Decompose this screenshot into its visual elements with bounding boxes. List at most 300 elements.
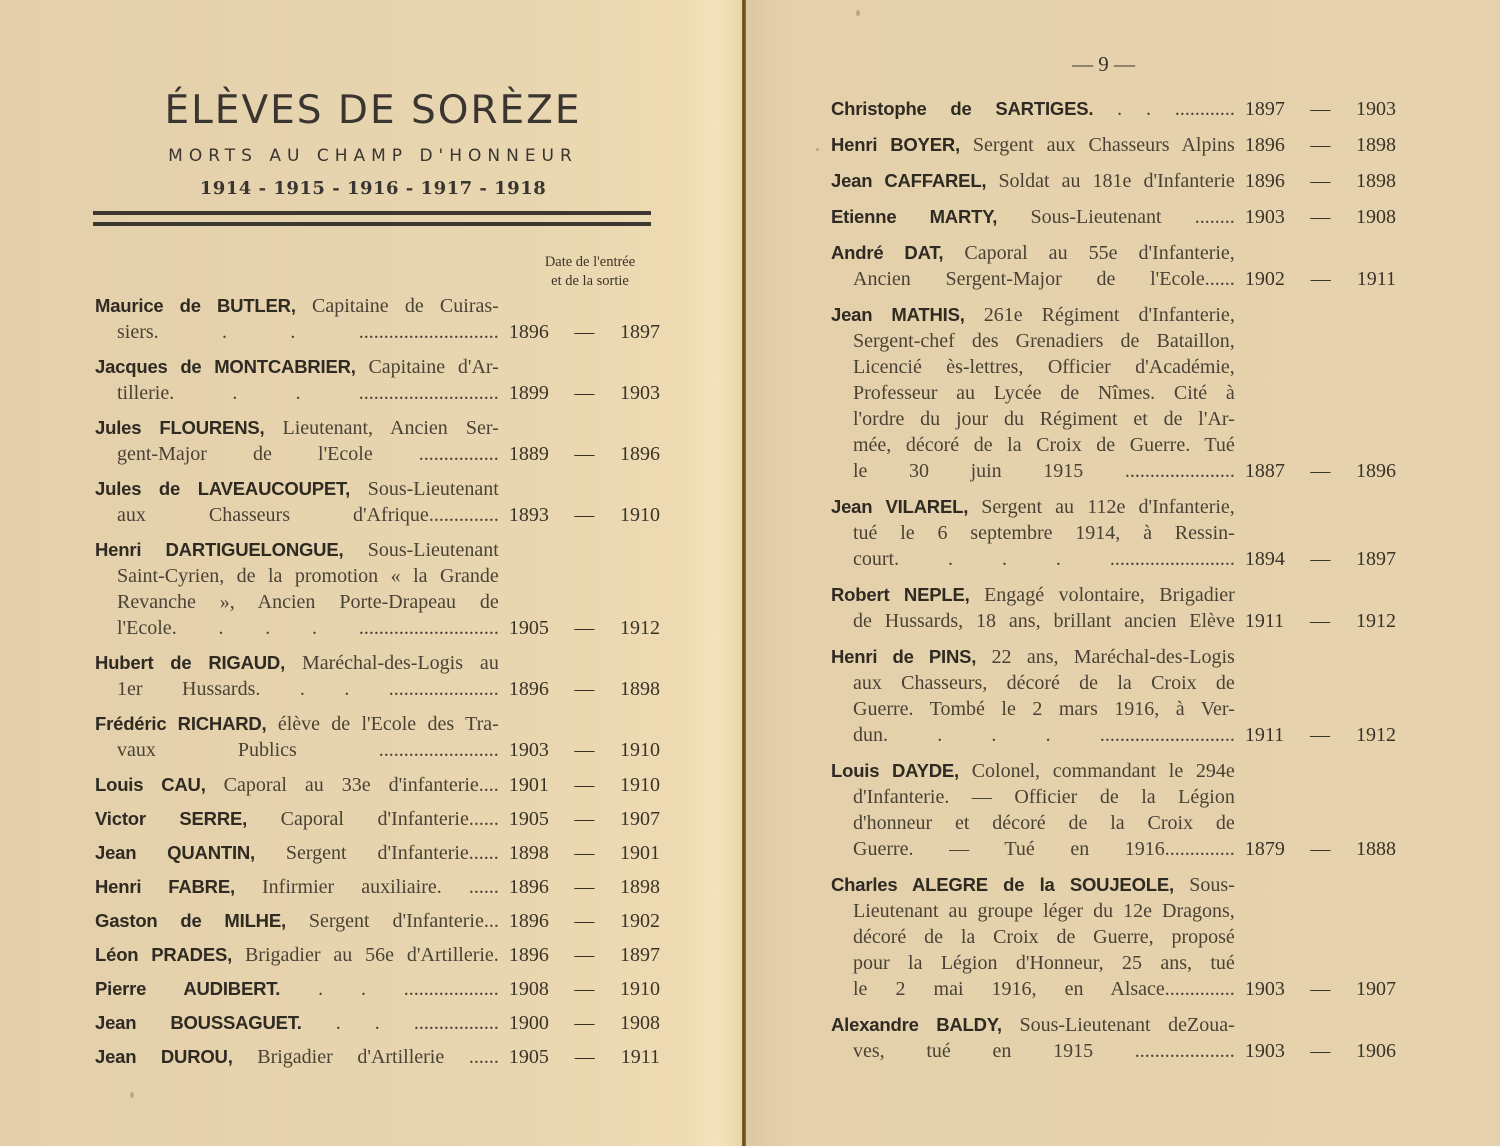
entry-line <box>95 711 499 737</box>
rank-description: gent-Major de l'Ecole ................ <box>117 443 499 465</box>
rank-description: Guerre. Tombé le 2 mars 1916, à Ver- <box>853 698 1235 720</box>
entry-text <box>831 96 1235 122</box>
paper-spot <box>130 1092 134 1098</box>
rank-description: Soldat au 181e d'Infanterie <box>998 170 1235 192</box>
entry-year: 1896 <box>508 910 549 932</box>
soldier-name: Henri BOYER, <box>831 134 960 155</box>
entry-text <box>831 644 1235 748</box>
honor-roll-entry <box>95 1044 660 1070</box>
entry-year: 1905 <box>508 1046 549 1068</box>
date-separator: — <box>574 774 595 796</box>
entry-line <box>831 696 1235 722</box>
entry-text <box>95 840 499 866</box>
entry-year: 1893 <box>508 504 549 526</box>
page-number: — 9 — <box>1072 52 1135 76</box>
entry-text <box>95 415 499 467</box>
rank-description: l'Ecole. . . . ............................ <box>117 617 499 639</box>
date-separator: — <box>1310 548 1331 570</box>
soldier-name: André DAT, <box>831 242 944 263</box>
entry-line <box>95 942 499 968</box>
rank-description: . . ............ <box>1117 98 1235 120</box>
honor-roll-entry <box>95 874 660 900</box>
entry-year: 1911 <box>1244 724 1285 746</box>
entry-line <box>95 319 499 345</box>
entry-line <box>95 650 499 676</box>
soldier-name: Jean VILAREL, <box>831 496 969 517</box>
rank-description: Sergent aux Chasseurs Alpins <box>972 134 1235 156</box>
rank-description: aux Chasseurs, décoré de la Croix de <box>853 672 1235 694</box>
date-separator: — <box>574 617 595 639</box>
rank-description: tillerie. . . ............................ <box>117 382 499 404</box>
entry-text <box>831 240 1235 292</box>
rank-description: Sous- <box>1189 874 1235 896</box>
rank-description: Sergent d'Infanterie...... <box>285 842 499 864</box>
page-subtitle: MORTS AU CHAMP D'HONNEUR <box>168 146 578 166</box>
paper-spot <box>856 10 860 16</box>
soldier-name: Louis DAYDE, <box>831 760 959 781</box>
entry-line <box>831 458 1235 484</box>
attendance-dates <box>509 942 660 968</box>
rank-description: . . ................. <box>335 1012 499 1034</box>
attendance-dates <box>509 502 660 528</box>
honor-roll-entry <box>95 806 660 832</box>
date-separator: — <box>574 910 595 932</box>
entry-year: 1905 <box>508 617 549 639</box>
rank-description: aux Chasseurs d'Afrique.............. <box>117 504 499 526</box>
entry-line <box>95 415 499 441</box>
entry-year: 1887 <box>1244 460 1285 482</box>
soldier-name: Henri DARTIGUELONGUE, <box>95 539 344 560</box>
soldier-name: Alexandre BALDY, <box>831 1014 1002 1035</box>
entry-line <box>95 441 499 467</box>
entry-line <box>95 615 499 641</box>
date-separator: — <box>574 678 595 700</box>
soldier-name: Jean CAFFAREL, <box>831 170 987 191</box>
rank-description: Capitaine de Cuiras- <box>311 295 499 317</box>
entry-text <box>95 537 499 641</box>
entry-line <box>95 772 499 798</box>
rank-description: Licencié ès-lettres, Officier d'Académie, <box>853 356 1235 378</box>
rank-description: Professeur au Lycée de Nîmes. Cité à <box>853 382 1235 404</box>
attendance-dates <box>509 441 660 467</box>
entry-year: 1908 <box>508 978 549 1000</box>
exit-year: 1903 <box>620 382 660 404</box>
entry-line <box>95 589 499 615</box>
entry-text <box>831 204 1235 230</box>
date-separator: — <box>1310 1040 1331 1062</box>
rank-description: Sous-Lieutenant <box>367 478 499 500</box>
soldier-name: Christophe de SARTIGES. <box>831 98 1094 119</box>
rank-description: Capitaine d'Ar- <box>368 356 499 378</box>
entry-line <box>831 608 1235 634</box>
entry-line <box>831 302 1235 328</box>
exit-year: 1888 <box>1356 838 1396 860</box>
entry-year: 1897 <box>1244 98 1285 120</box>
honor-roll-entry <box>95 415 660 467</box>
entry-year: 1896 <box>1244 170 1285 192</box>
honor-roll-entry <box>95 772 660 798</box>
rank-description: Colonel, commandant le 294e <box>971 760 1235 782</box>
date-separator: — <box>574 978 595 1000</box>
honor-roll-entry <box>831 132 1396 158</box>
date-separator: — <box>1310 610 1331 632</box>
attendance-dates <box>509 380 660 406</box>
honor-roll-entry <box>95 840 660 866</box>
exit-year: 1912 <box>1355 610 1396 632</box>
rank-description: décoré de la Croix de Guerre, proposé <box>853 926 1235 948</box>
rank-description: 22 ans, Maréchal-des-Logis <box>991 646 1235 668</box>
entry-line <box>95 840 499 866</box>
rank-description: 261e Régiment d'Infanterie, <box>983 304 1235 326</box>
entry-year: 1903 <box>1244 1040 1285 1062</box>
column-header-line-1: Date de l'entrée <box>544 254 636 270</box>
entry-line <box>95 874 499 900</box>
entry-line <box>95 502 499 528</box>
entry-line <box>831 328 1235 354</box>
exit-year: 1910 <box>620 504 660 526</box>
soldier-name: Jules de LAVEAUCOUPET, <box>95 478 351 499</box>
rank-description: Guerre. — Tué en 1916.............. <box>853 838 1235 860</box>
exit-year: 1898 <box>620 876 660 898</box>
entry-text <box>831 1012 1235 1064</box>
entry-line <box>95 380 499 406</box>
rank-description: Brigadier au 56e d'Artillerie. <box>244 944 499 966</box>
date-separator: — <box>574 382 595 404</box>
entry-text <box>95 908 499 934</box>
soldier-name: Jean MATHIS, <box>831 304 965 325</box>
exit-year: 1907 <box>1356 978 1396 1000</box>
exit-year: 1906 <box>1356 1040 1396 1062</box>
date-separator: — <box>574 876 595 898</box>
honor-roll-entry <box>95 1010 660 1036</box>
left-page <box>0 0 742 1146</box>
entry-line <box>831 432 1235 458</box>
honor-roll-entry <box>831 872 1396 1002</box>
rank-description: Lieutenant au groupe léger du 12e Dragons, <box>853 900 1235 922</box>
entry-year: 1896 <box>508 944 549 966</box>
entry-text <box>95 650 499 702</box>
exit-year: 1910 <box>620 739 660 761</box>
rank-description: d'Infanterie. — Officier de la Légion <box>853 786 1235 808</box>
exit-year: 1902 <box>620 910 660 932</box>
entry-year: 1902 <box>1244 268 1285 290</box>
date-separator: — <box>1310 134 1331 156</box>
attendance-dates <box>509 1044 660 1070</box>
entry-text <box>831 494 1235 572</box>
page-title: ÉLÈVES DE SORÈZE <box>164 88 582 133</box>
date-separator: — <box>574 944 595 966</box>
rank-description: Caporal d'Infanterie...... <box>280 808 499 830</box>
entry-line <box>831 836 1235 862</box>
soldier-name: Louis CAU, <box>95 774 206 795</box>
attendance-dates <box>509 772 660 798</box>
soldier-name: Jules FLOURENS, <box>95 417 265 438</box>
entry-line <box>831 784 1235 810</box>
war-years: 1914 - 1915 - 1916 - 1917 - 1918 <box>199 178 547 199</box>
date-separator: — <box>1310 170 1331 192</box>
exit-year: 1898 <box>1356 170 1396 192</box>
date-separator: — <box>1310 724 1331 746</box>
entry-text <box>95 1010 499 1036</box>
rank-description: dun. . . . ........................... <box>853 724 1235 746</box>
entry-line <box>95 806 499 832</box>
honor-roll-entry <box>95 537 660 641</box>
entry-text <box>831 302 1235 484</box>
date-separator: — <box>574 1012 595 1034</box>
attendance-dates <box>1245 266 1396 292</box>
exit-year: 1896 <box>620 443 660 465</box>
entry-line <box>831 240 1235 266</box>
rank-description: Infirmier auxiliaire. ...... <box>262 876 499 898</box>
entry-line <box>831 354 1235 380</box>
rank-description: Sous-Lieutenant deZoua- <box>1019 1014 1235 1036</box>
exit-year: 1897 <box>1356 548 1396 570</box>
rank-description: mée, décoré de la Croix de Guerre. Tué <box>853 434 1235 456</box>
entry-text <box>831 168 1235 194</box>
attendance-dates <box>509 676 660 702</box>
date-separator: — <box>574 1046 595 1068</box>
entry-line <box>831 132 1235 158</box>
attendance-dates <box>1245 836 1396 862</box>
rank-description: le 2 mai 1916, en Alsace.............. <box>853 978 1235 1000</box>
exit-year: 1912 <box>1355 724 1396 746</box>
entry-line <box>831 810 1235 836</box>
entry-line <box>95 354 499 380</box>
rank-description: 1er Hussards. . . ...................... <box>117 678 499 700</box>
honor-roll-entry <box>831 204 1396 230</box>
entry-line <box>831 644 1235 670</box>
soldier-name: Gaston de MILHE, <box>95 910 286 931</box>
entry-text <box>95 293 499 345</box>
soldier-name: Jean BOUSSAGUET. <box>95 1012 302 1033</box>
attendance-dates <box>509 806 660 832</box>
entry-year: 1911 <box>1244 610 1285 632</box>
soldier-name: Jacques de MONTCABRIER, <box>95 356 356 377</box>
honor-roll-entry <box>95 354 660 406</box>
honor-roll-entry <box>831 168 1396 194</box>
entry-year: 1879 <box>1244 838 1285 860</box>
honor-roll-entry <box>831 1012 1396 1064</box>
date-separator: — <box>574 842 595 864</box>
entry-year: 1899 <box>508 382 549 404</box>
entry-line <box>831 1012 1235 1038</box>
entry-text <box>95 772 499 798</box>
entry-year: 1900 <box>508 1012 549 1034</box>
exit-year: 1910 <box>620 978 660 1000</box>
soldier-name: Robert NEPLE, <box>831 584 970 605</box>
soldier-name: Hubert de RIGAUD, <box>95 652 286 673</box>
entry-year: 1903 <box>1244 978 1285 1000</box>
attendance-dates <box>1245 546 1396 572</box>
entry-text <box>95 476 499 528</box>
honor-roll-entry <box>831 758 1396 862</box>
rank-description: Sergent au 112e d'Infanterie, <box>981 496 1235 518</box>
rank-description: Brigadier d'Artillerie ...... <box>257 1046 499 1068</box>
rule-bottom <box>93 222 651 226</box>
attendance-dates <box>1245 168 1396 194</box>
entry-text <box>831 132 1235 158</box>
rule-top <box>93 211 651 215</box>
exit-year: 1912 <box>620 617 660 639</box>
column-header-dates <box>520 253 660 291</box>
entry-line <box>831 1038 1235 1064</box>
rank-description: de Hussards, 18 ans, brillant ancien Elève <box>853 610 1235 632</box>
entry-line <box>831 266 1235 292</box>
entry-line <box>831 950 1235 976</box>
date-separator: — <box>1310 978 1331 1000</box>
date-separator: — <box>1310 206 1331 228</box>
entry-line <box>831 758 1235 784</box>
honor-roll-entry <box>831 302 1396 484</box>
soldier-name: Charles ALEGRE de la SOUJEOLE, <box>831 874 1174 895</box>
rank-description: Lieutenant, Ancien Ser- <box>282 417 499 439</box>
entry-year: 1896 <box>508 321 549 343</box>
honor-roll-entry <box>95 711 660 763</box>
rank-description: Engagé volontaire, Brigadier <box>984 584 1235 606</box>
soldier-name: Henri de PINS, <box>831 646 977 667</box>
entry-year: 1896 <box>1244 134 1285 156</box>
entry-line <box>831 670 1235 696</box>
entry-year: 1898 <box>508 842 549 864</box>
exit-year: 1910 <box>620 774 660 796</box>
entry-line <box>95 676 499 702</box>
attendance-dates <box>509 737 660 763</box>
entry-line <box>95 1044 499 1070</box>
entry-text <box>95 711 499 763</box>
entry-line <box>831 406 1235 432</box>
entry-year: 1905 <box>508 808 549 830</box>
entry-text <box>95 942 499 968</box>
rank-description: siers. . . ............................ <box>117 321 499 343</box>
entry-year: 1903 <box>1244 206 1285 228</box>
entry-line <box>831 494 1235 520</box>
entry-line <box>95 976 499 1002</box>
honor-roll-entry <box>95 942 660 968</box>
honor-roll-entry <box>95 476 660 528</box>
exit-year: 1897 <box>620 944 660 966</box>
entry-year: 1903 <box>508 739 549 761</box>
attendance-dates <box>509 319 660 345</box>
honor-roll-list-right <box>831 96 1396 1074</box>
entry-line <box>831 898 1235 924</box>
soldier-name: Léon PRADES, <box>95 944 233 965</box>
attendance-dates <box>1245 96 1396 122</box>
rank-description: court. . . . ......................... <box>853 548 1235 570</box>
date-separator: — <box>1310 98 1331 120</box>
honor-roll-entry <box>831 582 1396 634</box>
rank-description: vaux Publics ........................ <box>117 739 499 761</box>
attendance-dates <box>509 840 660 866</box>
attendance-dates <box>1245 458 1396 484</box>
attendance-dates <box>1245 722 1396 748</box>
exit-year: 1901 <box>620 842 660 864</box>
entry-line <box>95 476 499 502</box>
rank-description: Ancien Sergent-Major de l'Ecole...... <box>853 268 1235 290</box>
entry-line <box>95 563 499 589</box>
entry-line <box>831 546 1235 572</box>
honor-roll-list-left <box>95 293 660 1078</box>
soldier-name: Jean DUROU, <box>95 1046 233 1067</box>
entry-text <box>831 582 1235 634</box>
rank-description: Sergent-chef des Grenadiers de Bataillon, <box>853 330 1235 352</box>
exit-year: 1898 <box>1356 134 1396 156</box>
date-separator: — <box>574 443 595 465</box>
rank-description: . . ................... <box>318 978 499 1000</box>
entry-line <box>831 520 1235 546</box>
entry-text <box>95 1044 499 1070</box>
honor-roll-entry <box>831 494 1396 572</box>
soldier-name: Etienne MARTY, <box>831 206 998 227</box>
exit-year: 1898 <box>620 678 660 700</box>
rank-description: Revanche », Ancien Porte-Drapeau de <box>117 591 499 613</box>
rank-description: pour la Légion d'Honneur, 25 ans, tué <box>853 952 1235 974</box>
attendance-dates <box>1245 1038 1396 1064</box>
date-separator: — <box>574 739 595 761</box>
rank-description: Maréchal-des-Logis au <box>301 652 499 674</box>
exit-year: 1911 <box>620 1046 660 1068</box>
entry-line <box>831 872 1235 898</box>
entry-year: 1889 <box>508 443 549 465</box>
entry-line <box>95 293 499 319</box>
double-rule-divider <box>93 211 651 226</box>
rank-description: Sous-Lieutenant <box>367 539 499 561</box>
rank-description: l'ordre du jour du Régiment et de l'Ar- <box>853 408 1235 430</box>
honor-roll-entry <box>831 644 1396 748</box>
rank-description: Caporal au 55e d'Infanterie, <box>964 242 1235 264</box>
rank-description: élève de l'Ecole des Tra- <box>277 713 499 735</box>
entry-text <box>95 806 499 832</box>
entry-year: 1894 <box>1244 548 1285 570</box>
honor-roll-entry <box>831 96 1396 122</box>
attendance-dates <box>509 615 660 641</box>
attendance-dates <box>509 976 660 1002</box>
rank-description: ves, tué en 1915 .................... <box>853 1040 1235 1062</box>
exit-year: 1897 <box>620 321 660 343</box>
honor-roll-entry <box>831 240 1396 292</box>
entry-line <box>831 976 1235 1002</box>
date-separator: — <box>574 808 595 830</box>
entry-line <box>831 924 1235 950</box>
exit-year: 1908 <box>620 1012 660 1034</box>
entry-line <box>95 537 499 563</box>
attendance-dates <box>1245 976 1396 1002</box>
entry-line <box>831 96 1235 122</box>
rank-description: Caporal au 33e d'infanterie.... <box>223 774 499 796</box>
date-separator: — <box>574 504 595 526</box>
entry-text <box>95 354 499 406</box>
exit-year: 1911 <box>1356 268 1396 290</box>
soldier-name: Pierre AUDIBERT. <box>95 978 281 999</box>
exit-year: 1908 <box>1356 206 1396 228</box>
entry-line <box>831 582 1235 608</box>
entry-text <box>95 874 499 900</box>
honor-roll-entry <box>95 976 660 1002</box>
date-separator: — <box>1310 268 1331 290</box>
entry-text <box>831 758 1235 862</box>
entry-line <box>95 737 499 763</box>
paper-spot <box>816 148 819 151</box>
soldier-name: Victor SERRE, <box>95 808 248 829</box>
soldier-name: Henri FABRE, <box>95 876 235 897</box>
honor-roll-entry <box>95 908 660 934</box>
date-separator: — <box>1310 838 1331 860</box>
soldier-name: Frédéric RICHARD, <box>95 713 267 734</box>
entry-year: 1896 <box>508 876 549 898</box>
rank-description: d'honneur et décoré de la Croix de <box>853 812 1235 834</box>
honor-roll-entry <box>95 650 660 702</box>
attendance-dates <box>509 1010 660 1036</box>
entry-year: 1896 <box>508 678 549 700</box>
